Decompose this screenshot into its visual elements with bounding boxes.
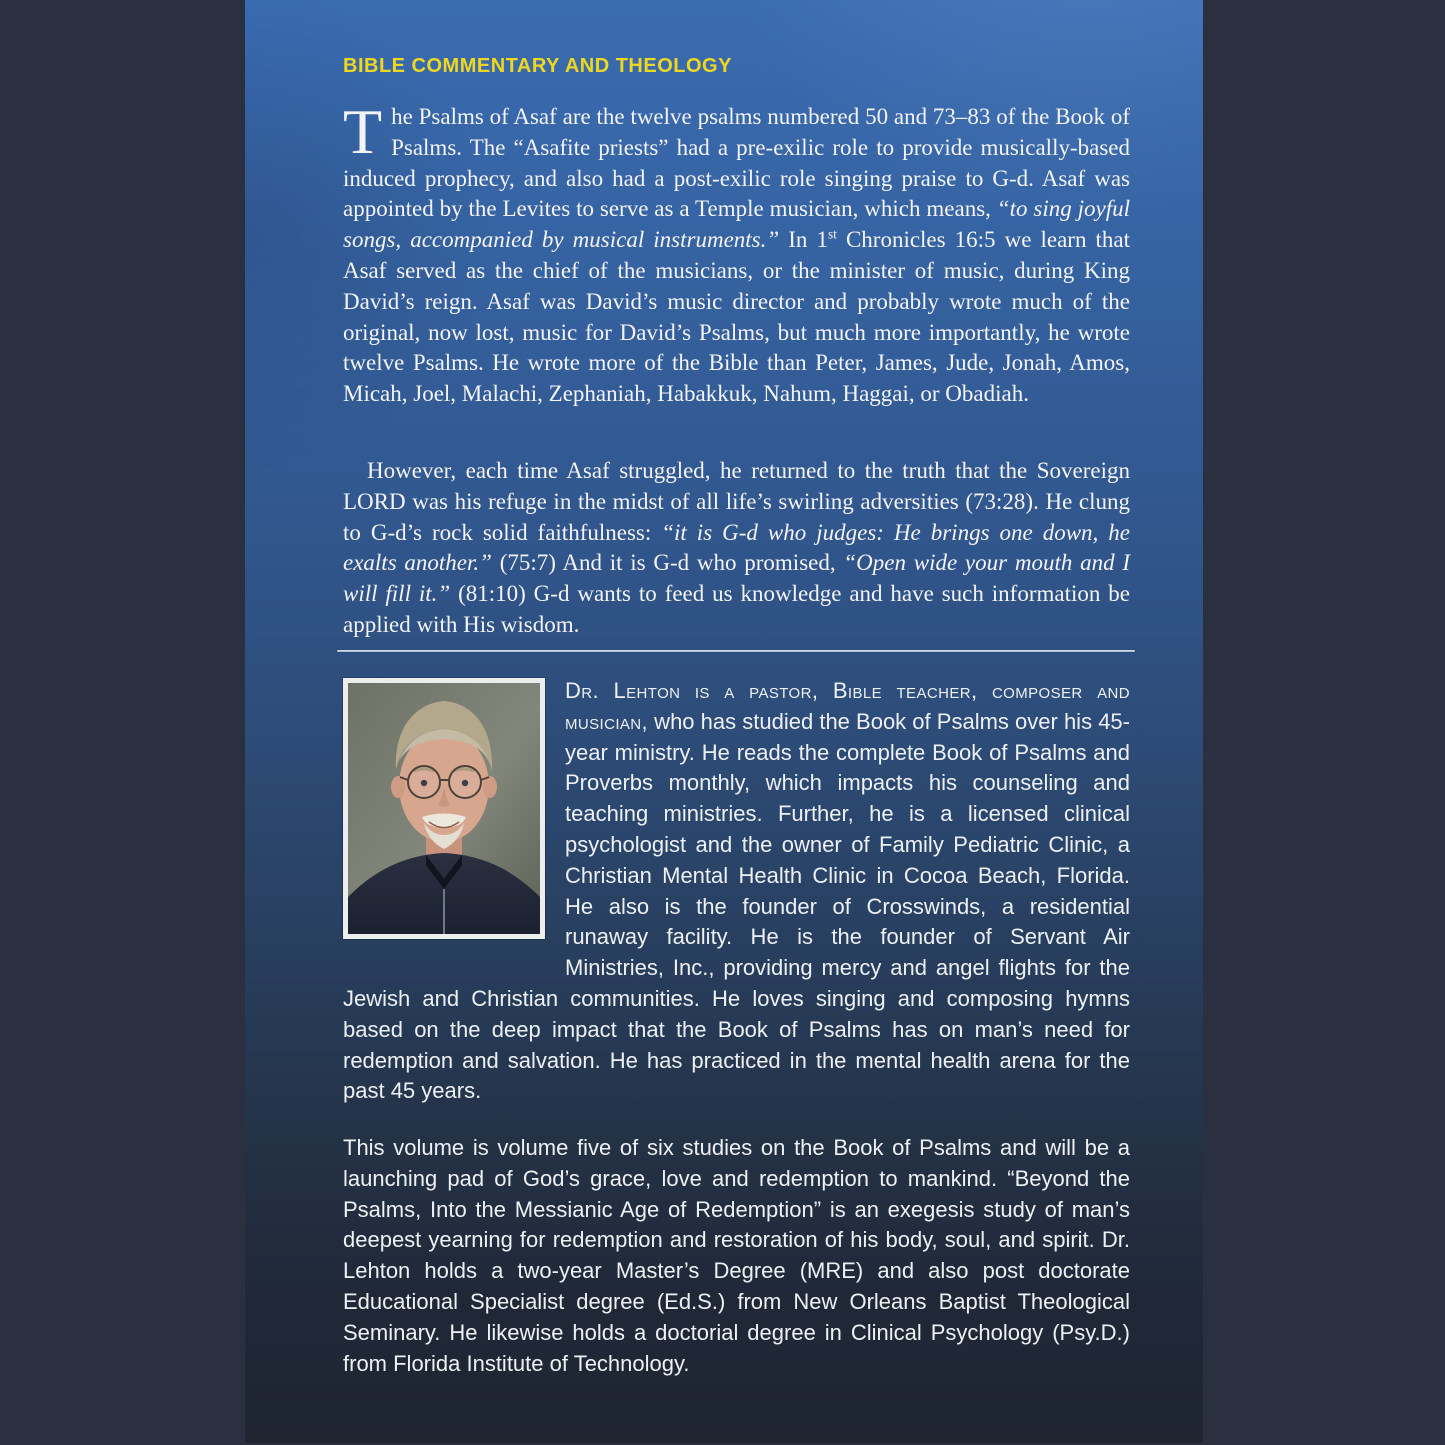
section-divider xyxy=(337,650,1135,652)
category-label: BIBLE COMMENTARY AND THEOLOGY xyxy=(343,55,732,77)
book-back-cover xyxy=(245,0,1203,1443)
author-bio-text: Dr. Lehton is a pastor, Bible teacher, composer and musician, who has studied the Book of Psalms over his 45-year ministry. He reads the complete Book of Psalms and Proverbs monthly, which impacts his counseling and teaching ministries. Further, he is a licensed clinical psychologist and the owner of Family Pediatric Clinic, a Christian Mental Health Clinic in Cocoa Beach, Florida. He also is the founder of Crosswinds, a residential runaway facility. He is the founder of Servant Air Ministries, Inc., providing mercy and angel flights for the Jewish and Christian communities. He loves singing and composing hymns based on the deep impact that the Book of Psalms has on man’s need for redemption and salvation. He has practiced in the mental health arena for the past 45 years. xyxy=(343,678,1130,1104)
intro-paragraph: The Psalms of Asaf are the twelve psalms numbered 50 and 73–83 of the Book of Psalms. The “Asafite priests” had a pre-exilic role to provide musically-based induced prophecy, and also had a post-exilic role singing praise to G-d. Asaf was appointed by the Levites to serve as a Temple musician, which means, “to sing joyful songs, accompanied by musical instruments.” In 1st Chronicles 16:5 we learn that Asaf served as the chief of the musicians, or the minister of music, during King David’s reign. Asaf was David’s music director and probably wrote much of the original, now lost, music for David’s Psalms, but much more importantly, he wrote twelve Psalms. He wrote more of the Bible than Peter, James, Jude, Jonah, Amos, Micah, Joel, Malachi, Zephaniah, Habakkuk, Nahum, Haggai, or Obadiah. xyxy=(343,96,1131,407)
author-photo-frame xyxy=(343,678,545,939)
author-portrait-image xyxy=(348,683,540,934)
author-section xyxy=(343,676,1130,1107)
second-paragraph: However, each time Asaf struggled, he returned to the truth that the Sovereign LORD was his refuge in the midst of all life’s swirling adversities (73:28). He clung to G-d’s rock solid faithfulness: “it is G-d who judges: He brings one down, he exalts another.” (75:7) And it is G-d who promised, “Open wide your mouth and I will fill it.” (81:10) G-d wants to feed us knowledge and have such information be applied with His wisdom. xyxy=(343,458,1130,637)
closing-paragraph: This volume is volume five of six studies on the Book of Psalms and will be a launching pad of God’s grace, love and redemption to mankind. “Beyond the Psalms, Into the Messianic Age of Redemption” is an exegesis study of man’s deepest yearning for redemption and restoration of his body, soul, and spirit. Dr. Lehton holds a two-year Master’s Degree (MRE) and also post doctorate Educational Specialist degree (Ed.S.) from New Orleans Baptist Theological Seminary. He likewise holds a doctorial degree in Clinical Psychology (Psy.D.) from Florida Institute of Technology. xyxy=(343,1135,1130,1376)
